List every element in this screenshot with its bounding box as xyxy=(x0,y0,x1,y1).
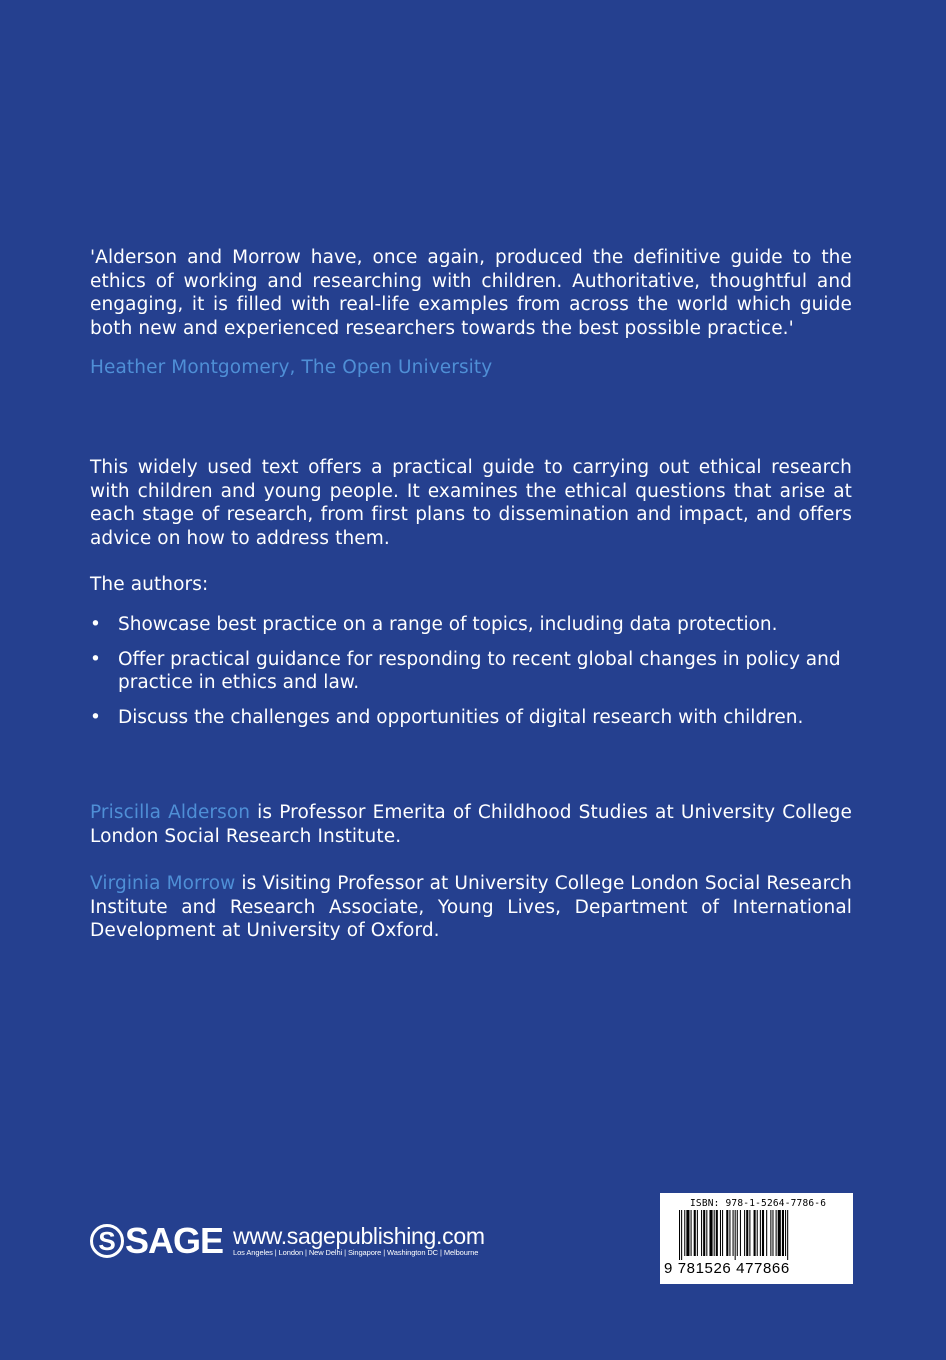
feature-list xyxy=(90,613,852,740)
author-bio-text: is Visiting Professor at University College London Social Research Institute and Research Associate, Young Lives, Department of International Development at University of Oxford. xyxy=(90,873,852,941)
publisher-logo xyxy=(90,1218,485,1264)
barcode-icon xyxy=(679,1210,837,1260)
publisher-wordmark: SAGE xyxy=(125,1220,224,1261)
author-bio-alderson xyxy=(90,801,852,848)
endorsement-attribution: Heather Montgomery, The Open University xyxy=(90,357,493,378)
author-bio-text: is Professor Emerita of Childhood Studies at University College London Social Research Institute. xyxy=(90,802,852,847)
authors-intro: The authors: xyxy=(90,574,209,595)
author-bio-morrow xyxy=(90,872,852,943)
book-description: This widely used text offers a practical guide to carrying out ethical research with children and young people. It examines the ethical questions that arise at each stage of research, from first plans to dissemination and impact, and offers advice on how to address them. xyxy=(90,457,852,549)
feature-list-item xyxy=(90,613,852,637)
author-name: Virginia Morrow xyxy=(90,873,236,894)
feature-list-item xyxy=(90,648,852,695)
publisher-web xyxy=(233,1224,485,1258)
sage-s-icon: S xyxy=(90,1224,124,1258)
publisher-cities: Los Angeles | London | New Delhi | Singapore | Washington DC | Melbourne xyxy=(233,1248,479,1257)
isbn-label: ISBN: 978-1-5264-7786-6 xyxy=(690,1198,827,1209)
bullet-icon: • xyxy=(90,648,101,670)
bullet-icon: • xyxy=(90,614,101,635)
feature-text: Discuss the challenges and opportunities of digital research with children. xyxy=(118,706,804,728)
publisher-url: www.sagepublishing.com xyxy=(233,1223,485,1249)
isbn-barcode xyxy=(660,1193,853,1284)
feature-text: Showcase best practice on a range of topics, including data protection. xyxy=(118,614,778,635)
feature-text: Offer practical guidance for responding to recent global changes in policy and practice in ethics and law. xyxy=(118,648,841,693)
endorsement-quote: 'Alderson and Morrow have, once again, produced the definitive guide to the ethics of working and researching with children. Authoritative, thoughtful and engaging, it is filled with real-life examples from across the world which guide both new and experienced researchers towards the best possible practice.' xyxy=(90,247,852,339)
author-name: Priscilla Alderson xyxy=(90,802,251,823)
feature-list-item xyxy=(90,706,852,730)
barcode-digits: 9 781526 477866 xyxy=(664,1260,790,1277)
bullet-icon: • xyxy=(90,706,101,728)
